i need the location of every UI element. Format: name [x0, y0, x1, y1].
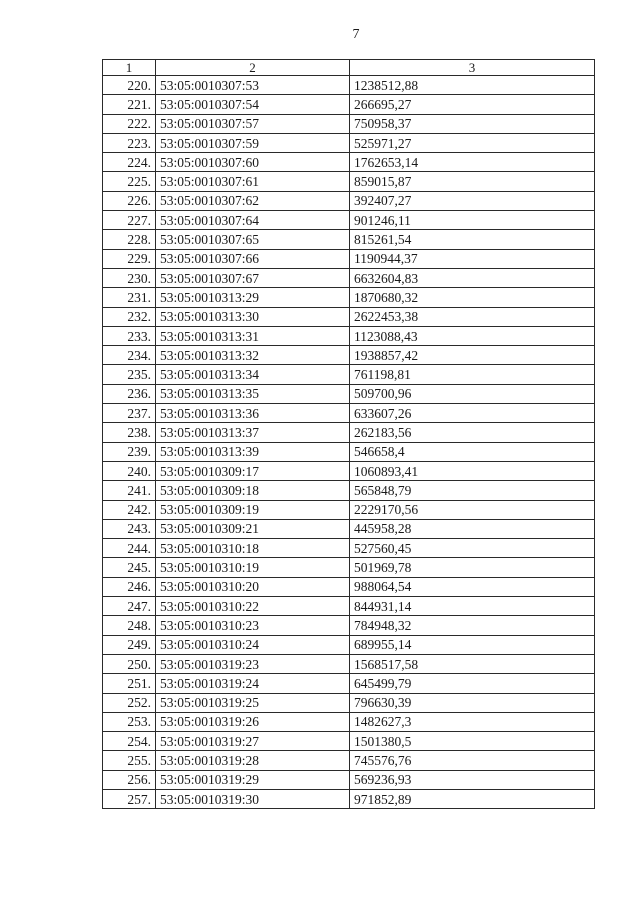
- row-number-cell: 242.: [103, 500, 156, 519]
- cadastral-number-cell: 53:05:0010313:31: [156, 326, 350, 345]
- table-row: [103, 519, 595, 538]
- row-number-cell: 235.: [103, 365, 156, 384]
- cadastral-number-cell: 53:05:0010309:21: [156, 519, 350, 538]
- table-row: [103, 461, 595, 480]
- row-number-cell: 257.: [103, 789, 156, 808]
- row-number-cell: 226.: [103, 191, 156, 210]
- cadastral-number-cell: 53:05:0010307:54: [156, 95, 350, 114]
- cadastral-number-cell: 53:05:0010307:61: [156, 172, 350, 191]
- table-row: [103, 423, 595, 442]
- row-number-cell: 234.: [103, 346, 156, 365]
- row-number-cell: 236.: [103, 384, 156, 403]
- table-row: [103, 307, 595, 326]
- row-number-cell: 247.: [103, 597, 156, 616]
- cadastral-number-cell: 53:05:0010313:39: [156, 442, 350, 461]
- table-row: [103, 597, 595, 616]
- row-number-cell: 224.: [103, 153, 156, 172]
- cadastral-number-cell: 53:05:0010307:60: [156, 153, 350, 172]
- table-row: [103, 481, 595, 500]
- table-header-row: [103, 60, 595, 76]
- cadastral-number-cell: 53:05:0010319:28: [156, 751, 350, 770]
- cadastral-value-cell: 2229170,56: [350, 500, 595, 519]
- cadastral-value-cell: 844931,14: [350, 597, 595, 616]
- cadastral-value-cell: 815261,54: [350, 230, 595, 249]
- cadastral-value-cell: 1568517,58: [350, 654, 595, 673]
- cadastral-value-cell: 1060893,41: [350, 461, 595, 480]
- row-number-cell: 254.: [103, 732, 156, 751]
- cadastral-number-cell: 53:05:0010309:17: [156, 461, 350, 480]
- cadastral-number-cell: 53:05:0010307:67: [156, 268, 350, 287]
- row-number-cell: 251.: [103, 674, 156, 693]
- cadastral-value-cell: 569236,93: [350, 770, 595, 789]
- table-row: [103, 539, 595, 558]
- table-row: [103, 153, 595, 172]
- cadastral-value-cell: 2622453,38: [350, 307, 595, 326]
- cadastral-value-cell: 988064,54: [350, 577, 595, 596]
- row-number-cell: 253.: [103, 712, 156, 731]
- table-body: [103, 76, 595, 809]
- cadastral-value-cell: 262183,56: [350, 423, 595, 442]
- cadastral-value-cell: 859015,87: [350, 172, 595, 191]
- row-number-cell: 225.: [103, 172, 156, 191]
- cadastral-value-cell: 796630,39: [350, 693, 595, 712]
- row-number-cell: 229.: [103, 249, 156, 268]
- cadastral-number-cell: 53:05:0010310:22: [156, 597, 350, 616]
- table-row: [103, 404, 595, 423]
- cadastral-value-cell: 745576,76: [350, 751, 595, 770]
- cadastral-value-cell: 1501380,5: [350, 732, 595, 751]
- column-header-number: 1: [103, 60, 156, 76]
- cadastral-value-cell: 645499,79: [350, 674, 595, 693]
- cadastral-number-cell: 53:05:0010313:34: [156, 365, 350, 384]
- cadastral-value-cell: 689955,14: [350, 635, 595, 654]
- row-number-cell: 238.: [103, 423, 156, 442]
- table-row: [103, 577, 595, 596]
- row-number-cell: 240.: [103, 461, 156, 480]
- table-row: [103, 191, 595, 210]
- column-header-cadastral-number: 2: [156, 60, 350, 76]
- cadastral-number-cell: 53:05:0010307:66: [156, 249, 350, 268]
- row-number-cell: 228.: [103, 230, 156, 249]
- cadastral-value-cell: 527560,45: [350, 539, 595, 558]
- row-number-cell: 249.: [103, 635, 156, 654]
- table-row: [103, 172, 595, 191]
- cadastral-value-cell: 445958,28: [350, 519, 595, 538]
- cadastral-value-cell: 501969,78: [350, 558, 595, 577]
- row-number-cell: 256.: [103, 770, 156, 789]
- row-number-cell: 246.: [103, 577, 156, 596]
- cadastral-value-cell: 266695,27: [350, 95, 595, 114]
- row-number-cell: 241.: [103, 481, 156, 500]
- table-row: [103, 249, 595, 268]
- cadastral-number-cell: 53:05:0010307:59: [156, 133, 350, 152]
- cadastral-value-cell: 633607,26: [350, 404, 595, 423]
- table-row: [103, 76, 595, 95]
- row-number-cell: 237.: [103, 404, 156, 423]
- cadastral-number-cell: 53:05:0010307:62: [156, 191, 350, 210]
- table-row: [103, 789, 595, 808]
- cadastral-value-cell: 750958,37: [350, 114, 595, 133]
- cadastral-number-cell: 53:05:0010319:30: [156, 789, 350, 808]
- row-number-cell: 239.: [103, 442, 156, 461]
- cadastral-value-cell: 761198,81: [350, 365, 595, 384]
- cadastral-number-cell: 53:05:0010313:29: [156, 288, 350, 307]
- table-row: [103, 288, 595, 307]
- cadastral-number-cell: 53:05:0010313:32: [156, 346, 350, 365]
- row-number-cell: 250.: [103, 654, 156, 673]
- table-row: [103, 770, 595, 789]
- table-row: [103, 211, 595, 230]
- table-row: [103, 268, 595, 287]
- cadastral-value-cell: 546658,4: [350, 442, 595, 461]
- row-number-cell: 244.: [103, 539, 156, 558]
- cadastral-number-cell: 53:05:0010310:19: [156, 558, 350, 577]
- cadastral-value-cell: 1482627,3: [350, 712, 595, 731]
- row-number-cell: 230.: [103, 268, 156, 287]
- cadastral-value-cell: 565848,79: [350, 481, 595, 500]
- table-row: [103, 326, 595, 345]
- row-number-cell: 233.: [103, 326, 156, 345]
- table-row: [103, 365, 595, 384]
- cadastral-value-cell: 971852,89: [350, 789, 595, 808]
- table-row: [103, 654, 595, 673]
- cadastral-number-cell: 53:05:0010307:57: [156, 114, 350, 133]
- row-number-cell: 243.: [103, 519, 156, 538]
- cadastral-value-cell: 1938857,42: [350, 346, 595, 365]
- table-row: [103, 95, 595, 114]
- cadastral-number-cell: 53:05:0010319:26: [156, 712, 350, 731]
- table-row: [103, 712, 595, 731]
- cadastral-value-cell: 1870680,32: [350, 288, 595, 307]
- cadastral-value-cell: 1238512,88: [350, 76, 595, 95]
- table-row: [103, 635, 595, 654]
- cadastral-number-cell: 53:05:0010319:29: [156, 770, 350, 789]
- table-row: [103, 500, 595, 519]
- table-row: [103, 751, 595, 770]
- cadastral-value-cell: 1123088,43: [350, 326, 595, 345]
- row-number-cell: 221.: [103, 95, 156, 114]
- row-number-cell: 223.: [103, 133, 156, 152]
- cadastral-value-table: [102, 59, 595, 809]
- row-number-cell: 252.: [103, 693, 156, 712]
- cadastral-number-cell: 53:05:0010310:18: [156, 539, 350, 558]
- row-number-cell: 231.: [103, 288, 156, 307]
- cadastral-value-cell: 392407,27: [350, 191, 595, 210]
- row-number-cell: 255.: [103, 751, 156, 770]
- table-row: [103, 693, 595, 712]
- table-row: [103, 558, 595, 577]
- table-row: [103, 384, 595, 403]
- cadastral-number-cell: 53:05:0010310:24: [156, 635, 350, 654]
- row-number-cell: 227.: [103, 211, 156, 230]
- row-number-cell: 248.: [103, 616, 156, 635]
- cadastral-value-cell: 6632604,83: [350, 268, 595, 287]
- cadastral-number-cell: 53:05:0010313:37: [156, 423, 350, 442]
- table-row: [103, 442, 595, 461]
- cadastral-value-cell: 509700,96: [350, 384, 595, 403]
- cadastral-number-cell: 53:05:0010307:53: [156, 76, 350, 95]
- row-number-cell: 220.: [103, 76, 156, 95]
- cadastral-number-cell: 53:05:0010319:27: [156, 732, 350, 751]
- table-row: [103, 230, 595, 249]
- row-number-cell: 222.: [103, 114, 156, 133]
- cadastral-value-cell: 1190944,37: [350, 249, 595, 268]
- table-row: [103, 114, 595, 133]
- row-number-cell: 245.: [103, 558, 156, 577]
- cadastral-number-cell: 53:05:0010307:64: [156, 211, 350, 230]
- column-header-value: 3: [350, 60, 595, 76]
- cadastral-value-cell: 901246,11: [350, 211, 595, 230]
- table-row: [103, 133, 595, 152]
- table-row: [103, 674, 595, 693]
- cadastral-number-cell: 53:05:0010319:25: [156, 693, 350, 712]
- cadastral-number-cell: 53:05:0010313:30: [156, 307, 350, 326]
- cadastral-number-cell: 53:05:0010307:65: [156, 230, 350, 249]
- cadastral-number-cell: 53:05:0010319:24: [156, 674, 350, 693]
- page-number: 7: [352, 27, 360, 42]
- cadastral-value-cell: 1762653,14: [350, 153, 595, 172]
- cadastral-number-cell: 53:05:0010319:23: [156, 654, 350, 673]
- cadastral-number-cell: 53:05:0010313:36: [156, 404, 350, 423]
- table-row: [103, 616, 595, 635]
- cadastral-number-cell: 53:05:0010309:18: [156, 481, 350, 500]
- cadastral-value-cell: 784948,32: [350, 616, 595, 635]
- cadastral-number-cell: 53:05:0010313:35: [156, 384, 350, 403]
- cadastral-value-cell: 525971,27: [350, 133, 595, 152]
- row-number-cell: 232.: [103, 307, 156, 326]
- table-row: [103, 346, 595, 365]
- cadastral-number-cell: 53:05:0010310:20: [156, 577, 350, 596]
- cadastral-number-cell: 53:05:0010309:19: [156, 500, 350, 519]
- cadastral-number-cell: 53:05:0010310:23: [156, 616, 350, 635]
- table-row: [103, 732, 595, 751]
